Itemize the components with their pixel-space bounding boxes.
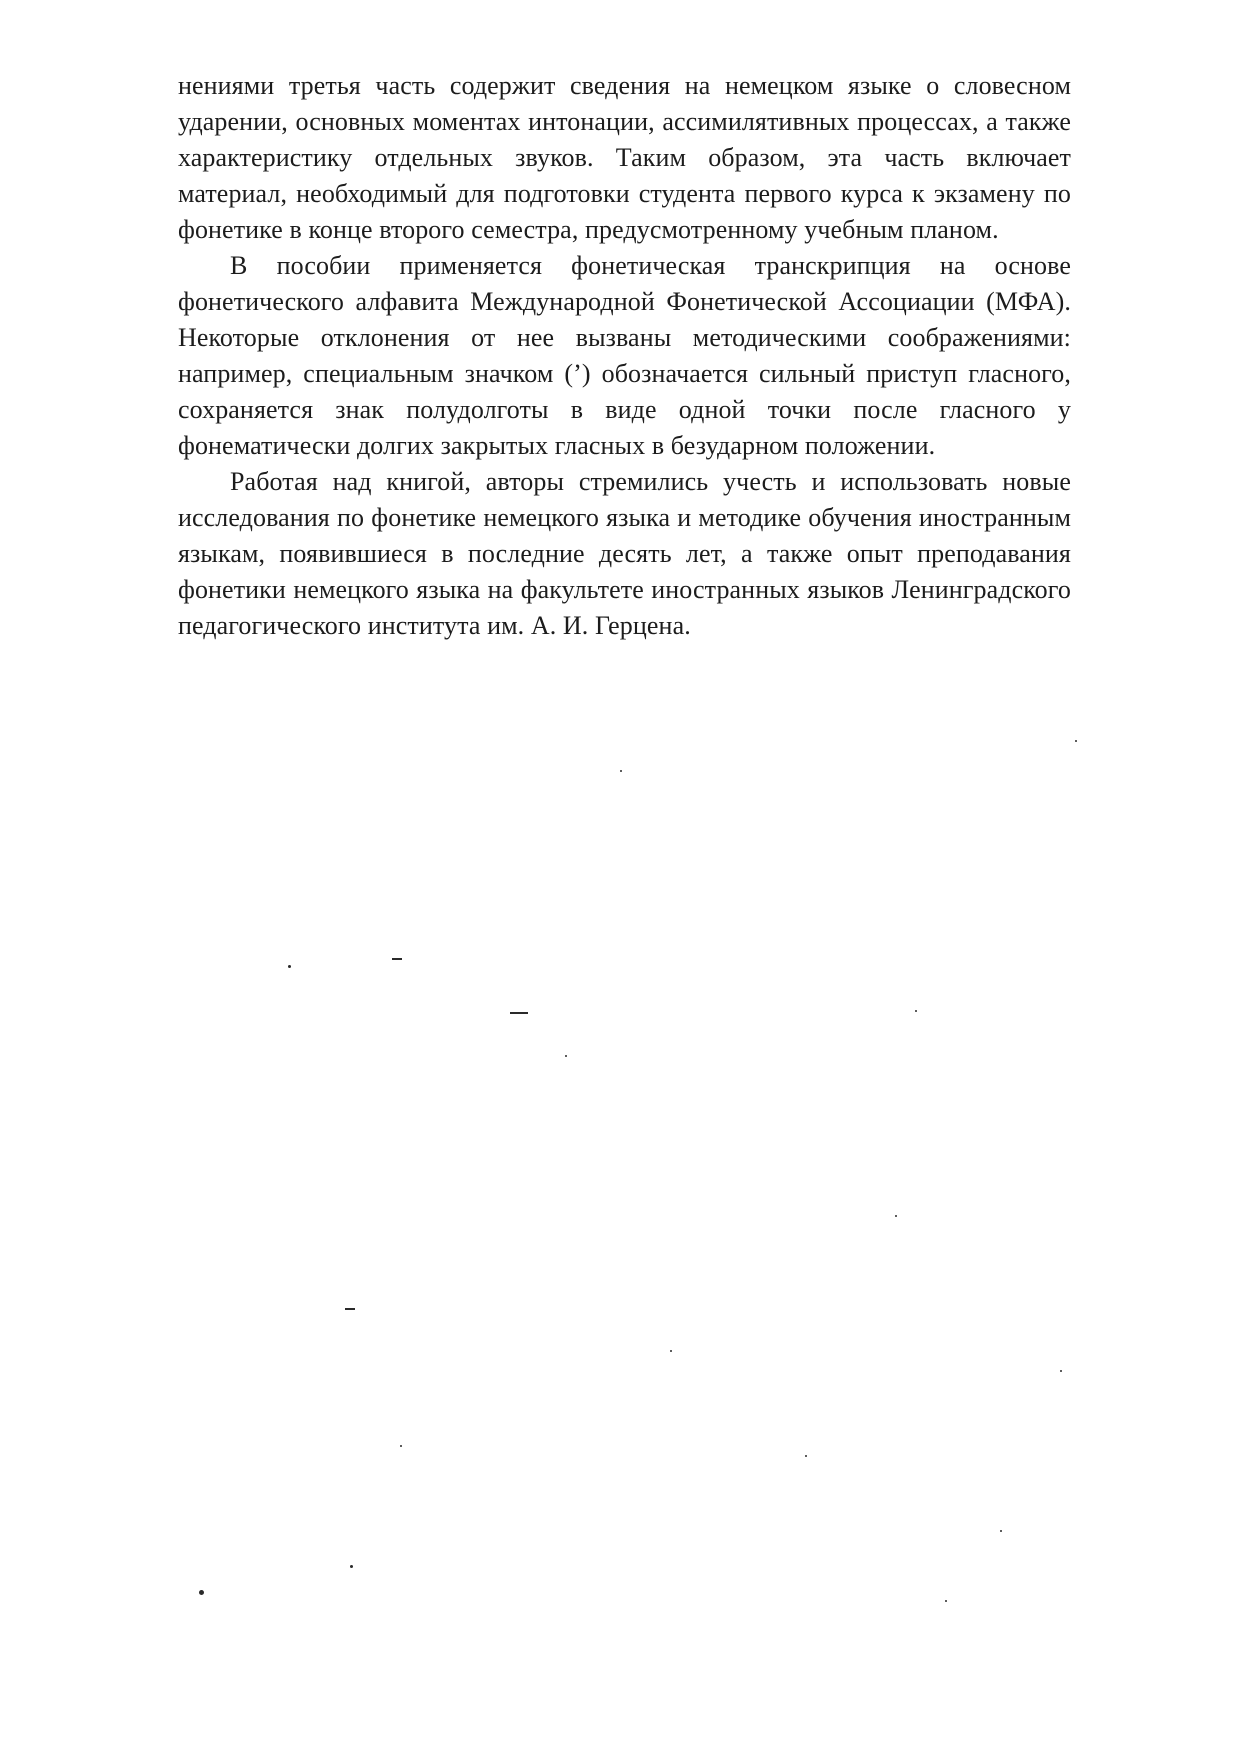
scan-speck bbox=[199, 1590, 204, 1595]
scan-dash bbox=[392, 958, 402, 960]
scan-speck bbox=[670, 1350, 672, 1352]
scan-dash bbox=[510, 1012, 528, 1014]
scan-speck bbox=[565, 1055, 567, 1057]
scan-speck bbox=[1075, 740, 1077, 742]
scan-speck bbox=[1060, 1370, 1062, 1372]
scan-dash bbox=[345, 1308, 355, 1310]
paragraph-authors: Работая над книгой, авторы стремились учесть и использовать новые исследования по фонетике немецкого языка и методике обучения иностранным языкам, появившиеся в последние десять лет, а также опыт преподавания фонетики немецкого языка на факультете иностранных языков Ленинградского педагогического института им. А. И. Герцена. bbox=[178, 467, 1071, 640]
scan-speck bbox=[350, 1565, 353, 1568]
paragraph-continuation: нениями третья часть содержит сведения на немецком языке о словесном ударении, основных моментах интонации, ассимилятивных процессах, а также характеристику отдельных звуков. Таким образом, эта часть включает материал, необходимый для подготовки студента первого курса к экзамену по фонетике в конце второго семестра, предусмотренному учебным планом. bbox=[178, 71, 1071, 244]
scan-speck bbox=[945, 1600, 947, 1602]
scan-speck bbox=[400, 1445, 402, 1447]
paragraph-transcription: В пособии применяется фонетическая транскрипция на основе фонетического алфавита Международной Фонетической Ассоциации (МФА). Некоторые отклонения от нее вызваны методическими соображениями: например, специальным значком (’) обозначается сильный приступ гласного, сохраняется знак полудолготы в виде одной точки после гласного у фонематически долгих закрытых гласных в безударном положении. bbox=[178, 251, 1071, 460]
scan-speck bbox=[288, 965, 291, 968]
scan-speck bbox=[895, 1215, 897, 1217]
scan-speck bbox=[620, 770, 622, 772]
body-text bbox=[178, 68, 1071, 644]
scan-speck bbox=[1000, 1530, 1002, 1532]
scan-speck bbox=[805, 1455, 807, 1457]
scan-speck bbox=[915, 1010, 917, 1012]
